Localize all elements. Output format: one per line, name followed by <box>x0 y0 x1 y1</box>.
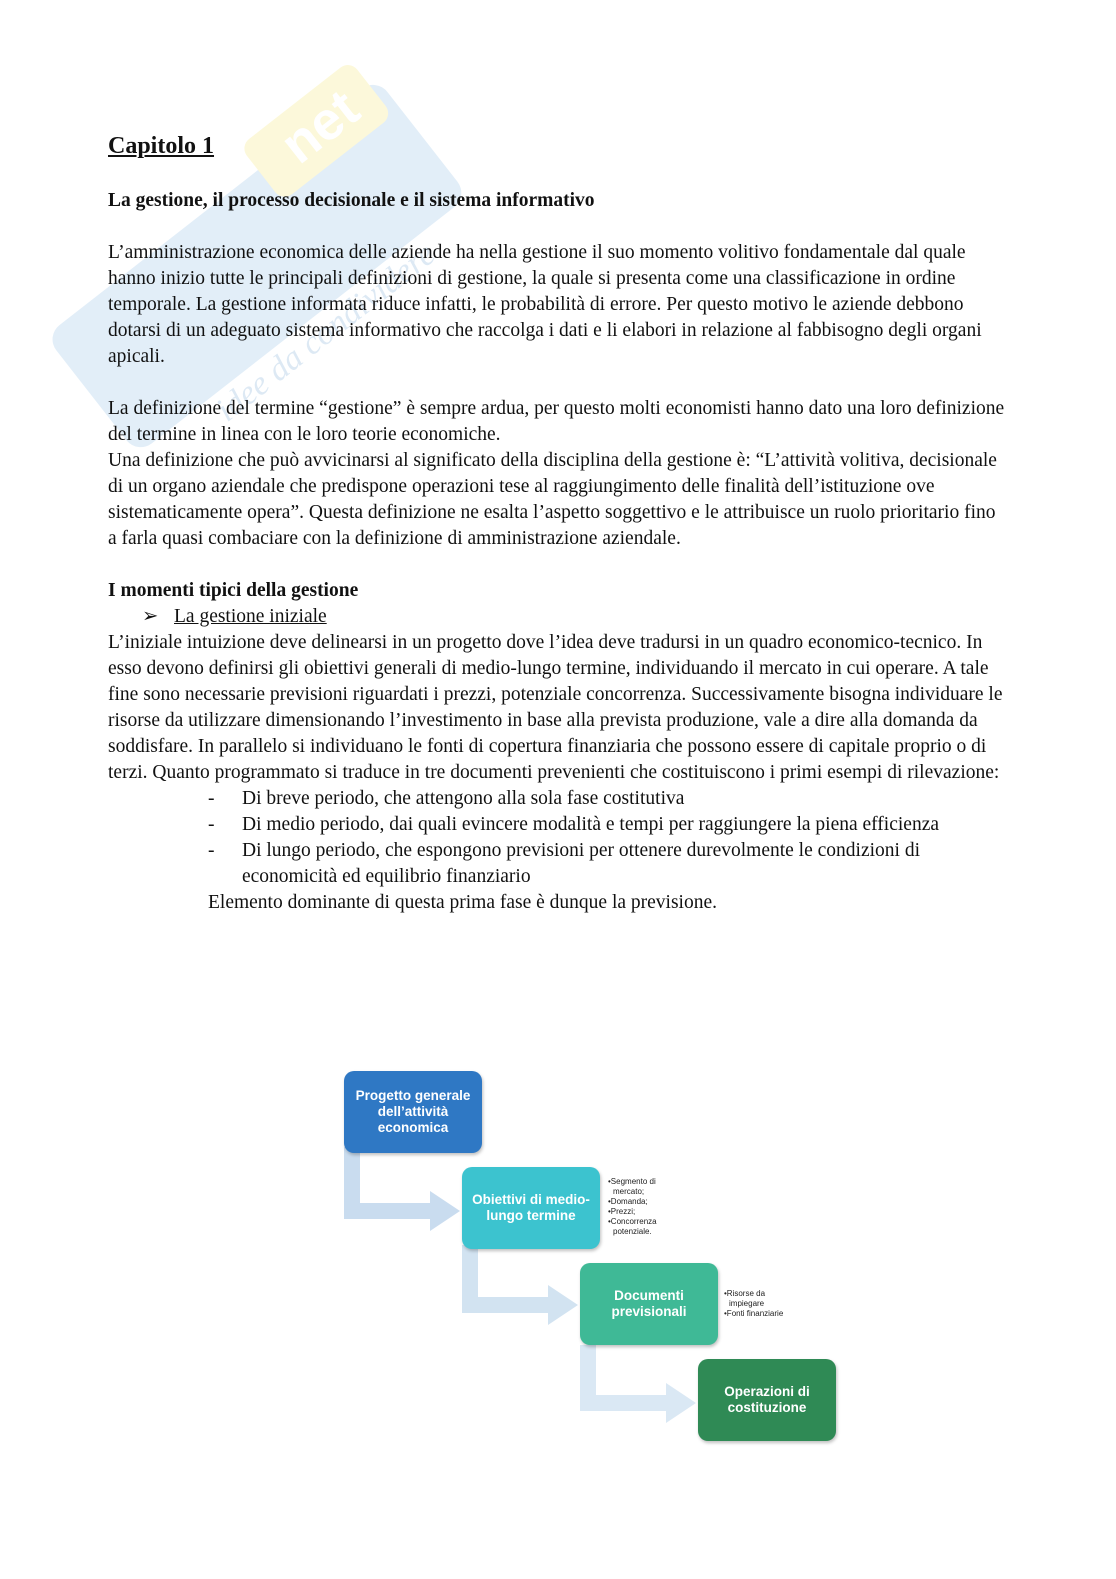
paragraph-initial-management: L’iniziale intuizione deve delinearsi in un progetto dove l’idea deve tradursi in un quadro economico-tecnico. In esso devono definirsi gli obiettivi generali di medio-lungo termine, individuando il mercato in cui operare. A tale fine sono necessarie previsioni riguardati i prezzi, potenziale concorrenza. Successivamente bisogna individuare le risorse da utilizzare dimensionando l’investimento in base alla prevista produzione, vale a dire alla domanda da soddisfare. In parallelo si individuano le fonti di copertura finanziaria che possono essere di capitale proprio o di terzi. Quanto programmato si traduce in tre documenti prevenienti che costituiscono i primi esempi di rilevazione: <box>108 632 1003 783</box>
step-operations: Operazioni di costituzione <box>698 1359 836 1441</box>
closing-sentence: Elemento dominante di questa prima fase è dunque la previsione. <box>208 892 718 913</box>
watermark-brand: net <box>269 78 371 176</box>
objectives-notes: •Segmento di mercato; •Domanda; •Prezzi; •Concorrenza potenziale. <box>608 1177 657 1236</box>
documents-notes: •Risorse da impiegare •Fonti finanziarie <box>724 1289 784 1318</box>
subheading-moments: I momenti tipici della gestione <box>108 580 359 601</box>
bullet-heading <box>142 604 1008 630</box>
flow-arrow-2 <box>462 1245 578 1325</box>
section-title: La gestione, il processo decisionale e il sistema informativo <box>108 190 595 211</box>
document-body <box>108 130 1008 916</box>
step-documents: Documenti previsionali <box>580 1263 718 1345</box>
step-project: Progetto generale dell’attività economica <box>344 1071 482 1153</box>
process-diagram <box>338 1065 858 1455</box>
flow-arrow-3 <box>580 1345 696 1423</box>
bullet-heading-label: La gestione iniziale <box>174 606 327 627</box>
watermark-tagline: idee da condividere <box>209 235 443 429</box>
paragraph-definition-quote: Una definizione che può avvicinarsi al significato della disciplina della gestione è: “L’attività volitiva, decisionale di un organo aziendale che predispone operazioni tese al raggiungimento delle finalità dell’istituzione ove sistematicamente opera”. Questa definizione ne esalta l’aspetto soggettivo e le attribuisce un ruolo prioritario fino a farla quasi combaciare con la definizione di amministrazione aziendale. <box>108 450 997 549</box>
list-item: - Di medio periodo, dai quali evincere modalità e tempi per raggiungere la piena efficienza <box>208 814 940 835</box>
step-objectives: Obiettivi di medio-lungo termine <box>462 1167 600 1249</box>
flow-arrow-1 <box>344 1147 460 1231</box>
arrow-bullet-icon: ➢ <box>142 606 159 627</box>
documents-list <box>108 786 1008 890</box>
list-item: - Di lungo periodo, che espongono previsioni per ottenere durevolmente le condizioni di economicità ed equilibrio finanziario <box>208 840 920 887</box>
list-item: - Di breve periodo, che attengono alla sola fase costitutiva <box>208 788 685 809</box>
chapter-title: Capitolo 1 <box>108 133 215 159</box>
paragraph-definition: La definizione del termine “gestione” è sempre ardua, per questo molti economisti hanno dato una loro definizione del termine in linea con le loro teorie economiche. <box>108 398 1005 445</box>
paragraph-intro: L’amministrazione economica delle aziende ha nella gestione il suo momento volitivo fondamentale dal quale hanno inizio tutte le principali definizioni di gestione, la quale si presenta come una classificazione in ordine temporale. La gestione informata riduce infatti, le probabilità di errore. Per questo motivo le aziende debbono dotarsi di un adeguato sistema informativo che raccolga i dati e li elabori in relazione al fabbisogno degli organi apicali. <box>108 242 982 367</box>
